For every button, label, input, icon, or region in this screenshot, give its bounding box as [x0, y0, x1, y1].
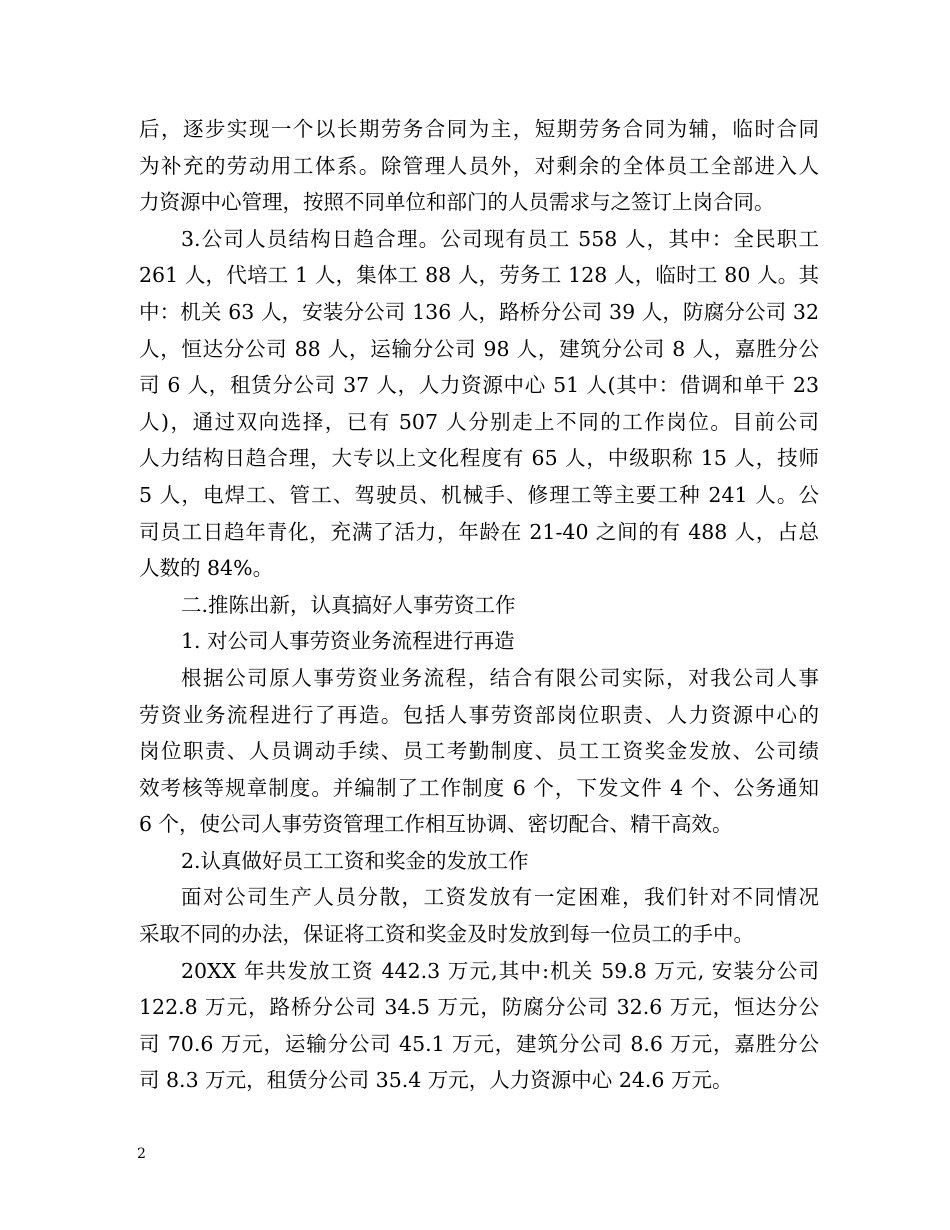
text-line: 261 人，代培工 1 人，集体工 88 人，劳务工 128 人，临时工 80 人。其 [139, 263, 819, 288]
text-line: 2.认真做好员工工资和奖金的发放工作 [181, 848, 529, 873]
text-line: 5 人，电焊工、管工、驾驶员、机械手、修理工等主要工种 241 人。公 [139, 482, 819, 507]
text-line: 岗位职责、人员调动手续、员工考勤制度、员工工资奖金发放、公司绩 [139, 739, 819, 764]
text-line: 司 70.6 万元，运输分公司 45.1 万元，建筑分公司 8.6 万元，嘉胜分公 [139, 1031, 819, 1056]
text-line: 后，逐步实现一个以长期劳务合同为主，短期劳务合同为辅，临时合同 [139, 117, 819, 141]
text-line: 司 8.3 万元，租赁分公司 35.4 万元，人力资源中心 24.6 万元。 [139, 1068, 733, 1093]
text-line: 中：机关 63 人，安装分公司 136 人，路桥分公司 39 人，防腐分公司 32 [139, 299, 819, 324]
text-line: 人，恒达分公司 88 人，运输分公司 98 人，建筑分公司 8 人，嘉胜分公 [139, 336, 819, 361]
text-line: 采取不同的办法，保证将工资和奖金及时发放到每一位员工的手中。 [139, 922, 754, 947]
text-line: 力资源中心管理，按照不同单位和部门的人员需求与之签订上岗合同。 [139, 190, 775, 215]
text-line: 司员工日趋年青化，充满了活力，年龄在 21-40 之间的有 488 人，占总 [139, 519, 819, 544]
page-number: 2 [137, 1146, 146, 1162]
text-line: 根据公司原人事劳资业务流程，结合有限公司实际，对我公司人事 [181, 665, 819, 690]
text-line: 122.8 万元，路桥分公司 34.5 万元，防腐分公司 32.6 万元，恒达分公 [139, 995, 819, 1020]
document-body [139, 111, 819, 1099]
text-line: 劳资业务流程进行了再造。包括人事劳资部岗位职责、人力资源中心的 [139, 702, 819, 727]
text-line: 20XX 年共发放工资 442.3 万元,其中:机关 59.8 万元, 安装分公司 [181, 958, 819, 983]
text-line: 二.推陈出新，认真搞好人事劳资工作 [181, 592, 516, 617]
text-line: 为补充的劳动用工体系。除管理人员外，对剩余的全体员工全部进入人 [139, 153, 819, 178]
text-line: 人力结构日趋合理，大专以上文化程度有 65 人，中级职称 15 人，技师 [139, 446, 819, 471]
text-line: 1. 对公司人事劳资业务流程进行再造 [181, 629, 515, 654]
text-line: 效考核等规章制度。并编制了工作制度 6 个，下发文件 4 个、公务通知 [139, 775, 819, 800]
text-line: 人数的 84%。 [139, 556, 274, 581]
text-line: 6 个，使公司人事劳资管理工作相互协调、密切配合、精干高效。 [139, 812, 733, 837]
text-line: 人)，通过双向选择，已有 507 人分别走上不同的工作岗位。目前公司 [139, 409, 819, 434]
text-line: 面对公司生产人员分散，工资发放有一定困难，我们针对不同情况 [181, 885, 819, 910]
text-line: 3.公司人员结构日趋合理。公司现有员工 558 人，其中：全民职工 [181, 226, 819, 251]
text-line: 司 6 人，租赁分公司 37 人，人力资源中心 51 人(其中：借调和单干 23 [139, 373, 819, 398]
